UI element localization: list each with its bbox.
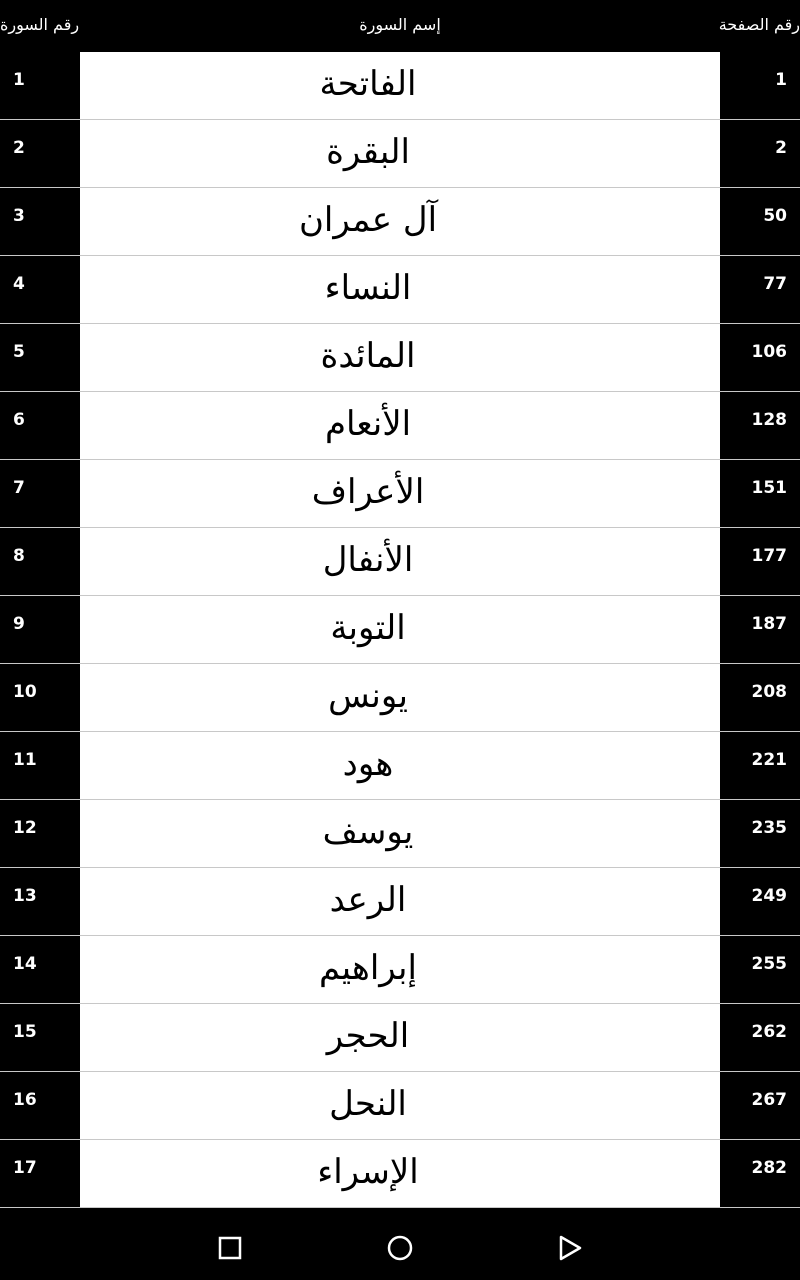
page-number: 255 <box>751 954 787 974</box>
surah-name: الرعد <box>329 880 407 920</box>
surah-name: الحجر <box>326 1016 410 1056</box>
surah-row[interactable] <box>0 868 800 936</box>
surah-number-cell <box>0 120 80 187</box>
surah-number: 17 <box>13 1158 37 1178</box>
surah-row[interactable] <box>0 324 800 392</box>
page-number: 235 <box>751 818 787 838</box>
surah-name-cell[interactable] <box>80 1004 720 1071</box>
surah-number-cell <box>0 256 80 323</box>
surah-name-cell[interactable] <box>80 188 720 255</box>
page-number-cell <box>720 528 800 595</box>
surah-name: الأنعام <box>324 404 412 444</box>
page-number-cell <box>720 1072 800 1139</box>
surah-row[interactable] <box>0 1072 800 1140</box>
surah-name: البقرة <box>326 132 410 172</box>
page-number-header: رقم الصفحة <box>718 15 800 34</box>
surah-name: الفاتحة <box>319 64 417 104</box>
surah-name-cell[interactable] <box>80 1072 720 1139</box>
surah-number-cell <box>0 800 80 867</box>
page-number: 1 <box>775 70 787 90</box>
surah-number-cell <box>0 1004 80 1071</box>
surah-number: 6 <box>13 410 25 430</box>
surah-name-cell[interactable] <box>80 868 720 935</box>
surah-number: 3 <box>13 206 25 226</box>
surah-number-cell <box>0 868 80 935</box>
surah-name-cell[interactable] <box>80 256 720 323</box>
page-number-cell <box>720 392 800 459</box>
page-number-cell <box>720 1140 800 1207</box>
square-icon <box>210 1228 250 1268</box>
page-number-cell <box>720 1004 800 1071</box>
surah-name-cell[interactable] <box>80 732 720 799</box>
surah-number-cell <box>0 664 80 731</box>
surah-name-cell[interactable] <box>80 664 720 731</box>
page-number-cell <box>720 732 800 799</box>
surah-name: الأعراف <box>311 472 425 512</box>
surah-name-cell[interactable] <box>80 120 720 187</box>
surah-number-cell <box>0 1072 80 1139</box>
surah-row[interactable] <box>0 392 800 460</box>
surah-name: هود <box>342 744 394 784</box>
surah-number-cell <box>0 596 80 663</box>
page-number-cell <box>720 596 800 663</box>
surah-list[interactable] <box>0 52 800 1216</box>
surah-number: 2 <box>13 138 25 158</box>
page-number-cell <box>720 52 800 119</box>
surah-number-cell <box>0 392 80 459</box>
page-number: 151 <box>751 478 787 498</box>
circle-icon <box>380 1228 420 1268</box>
surah-name: الأنفال <box>322 540 414 580</box>
surah-name-cell[interactable] <box>80 800 720 867</box>
surah-name-cell[interactable] <box>80 528 720 595</box>
surah-row[interactable] <box>0 1140 800 1208</box>
row-divider <box>0 1207 800 1208</box>
surah-number-cell <box>0 936 80 1003</box>
surah-name: النحل <box>329 1084 407 1124</box>
surah-number-cell <box>0 188 80 255</box>
surah-name-cell[interactable] <box>80 52 720 119</box>
page-number: 106 <box>751 342 787 362</box>
surah-number: 8 <box>13 546 25 566</box>
surah-name-cell[interactable] <box>80 1140 720 1207</box>
surah-name-cell[interactable] <box>80 936 720 1003</box>
surah-row[interactable] <box>0 800 800 868</box>
surah-number: 14 <box>13 954 37 974</box>
surah-row[interactable] <box>0 732 800 800</box>
page-number: 282 <box>751 1158 787 1178</box>
page-number: 50 <box>763 206 787 226</box>
surah-number-cell <box>0 52 80 119</box>
surah-row[interactable] <box>0 188 800 256</box>
page-number-cell <box>720 256 800 323</box>
surah-row[interactable] <box>0 1004 800 1072</box>
surah-row[interactable] <box>0 596 800 664</box>
back-button[interactable] <box>550 1228 590 1268</box>
surah-number-cell <box>0 460 80 527</box>
page-number-cell <box>720 120 800 187</box>
surah-name: يوسف <box>322 812 414 852</box>
surah-row[interactable] <box>0 256 800 324</box>
page-number: 177 <box>751 546 787 566</box>
surah-name: التوبة <box>330 608 406 648</box>
home-button[interactable] <box>380 1228 420 1268</box>
surah-number: 11 <box>13 750 37 770</box>
surah-row[interactable] <box>0 664 800 732</box>
surah-number: 12 <box>13 818 37 838</box>
surah-number: 1 <box>13 70 25 90</box>
surah-name-cell[interactable] <box>80 460 720 527</box>
page-number: 267 <box>751 1090 787 1110</box>
system-navigation-bar <box>0 1216 800 1280</box>
page-number-cell <box>720 936 800 1003</box>
page-number: 187 <box>751 614 787 634</box>
surah-number: 4 <box>13 274 25 294</box>
triangle-icon <box>550 1228 590 1268</box>
page-number: 77 <box>763 274 787 294</box>
page-number-cell <box>720 800 800 867</box>
surah-name: النساء <box>324 268 412 308</box>
table-header <box>0 0 800 52</box>
page-number-cell <box>720 460 800 527</box>
page-number: 2 <box>775 138 787 158</box>
surah-number: 10 <box>13 682 37 702</box>
surah-number: 9 <box>13 614 25 634</box>
surah-number-header: رقم السورة <box>0 15 80 34</box>
surah-number-cell <box>0 528 80 595</box>
surah-number-cell <box>0 732 80 799</box>
page-number-cell <box>720 664 800 731</box>
page-number-cell <box>720 868 800 935</box>
surah-name: إبراهيم <box>319 948 417 988</box>
page-number: 249 <box>751 886 787 906</box>
surah-row[interactable] <box>0 52 800 120</box>
surah-number: 16 <box>13 1090 37 1110</box>
surah-row[interactable] <box>0 528 800 596</box>
surah-number: 5 <box>13 342 25 362</box>
surah-name-cell[interactable] <box>80 392 720 459</box>
surah-number: 7 <box>13 478 25 498</box>
surah-row[interactable] <box>0 936 800 1004</box>
page-number: 128 <box>751 410 787 430</box>
surah-name: المائدة <box>320 336 416 376</box>
surah-name: يونس <box>328 676 408 716</box>
surah-number-cell <box>0 324 80 391</box>
page-number: 221 <box>751 750 787 770</box>
page-number: 262 <box>751 1022 787 1042</box>
surah-name-cell[interactable] <box>80 596 720 663</box>
page-number-cell <box>720 324 800 391</box>
surah-name-cell[interactable] <box>80 324 720 391</box>
surah-name: آل عمران <box>298 200 438 240</box>
surah-name: الإسراء <box>317 1152 419 1192</box>
surah-number-cell <box>0 1140 80 1207</box>
surah-number: 13 <box>13 886 37 906</box>
surah-number: 15 <box>13 1022 37 1042</box>
surah-row[interactable] <box>0 460 800 528</box>
surah-name-header: إسم السورة <box>359 15 441 34</box>
page-number-cell <box>720 188 800 255</box>
page-number: 208 <box>751 682 787 702</box>
recent-apps-button[interactable] <box>210 1228 250 1268</box>
surah-row[interactable] <box>0 120 800 188</box>
